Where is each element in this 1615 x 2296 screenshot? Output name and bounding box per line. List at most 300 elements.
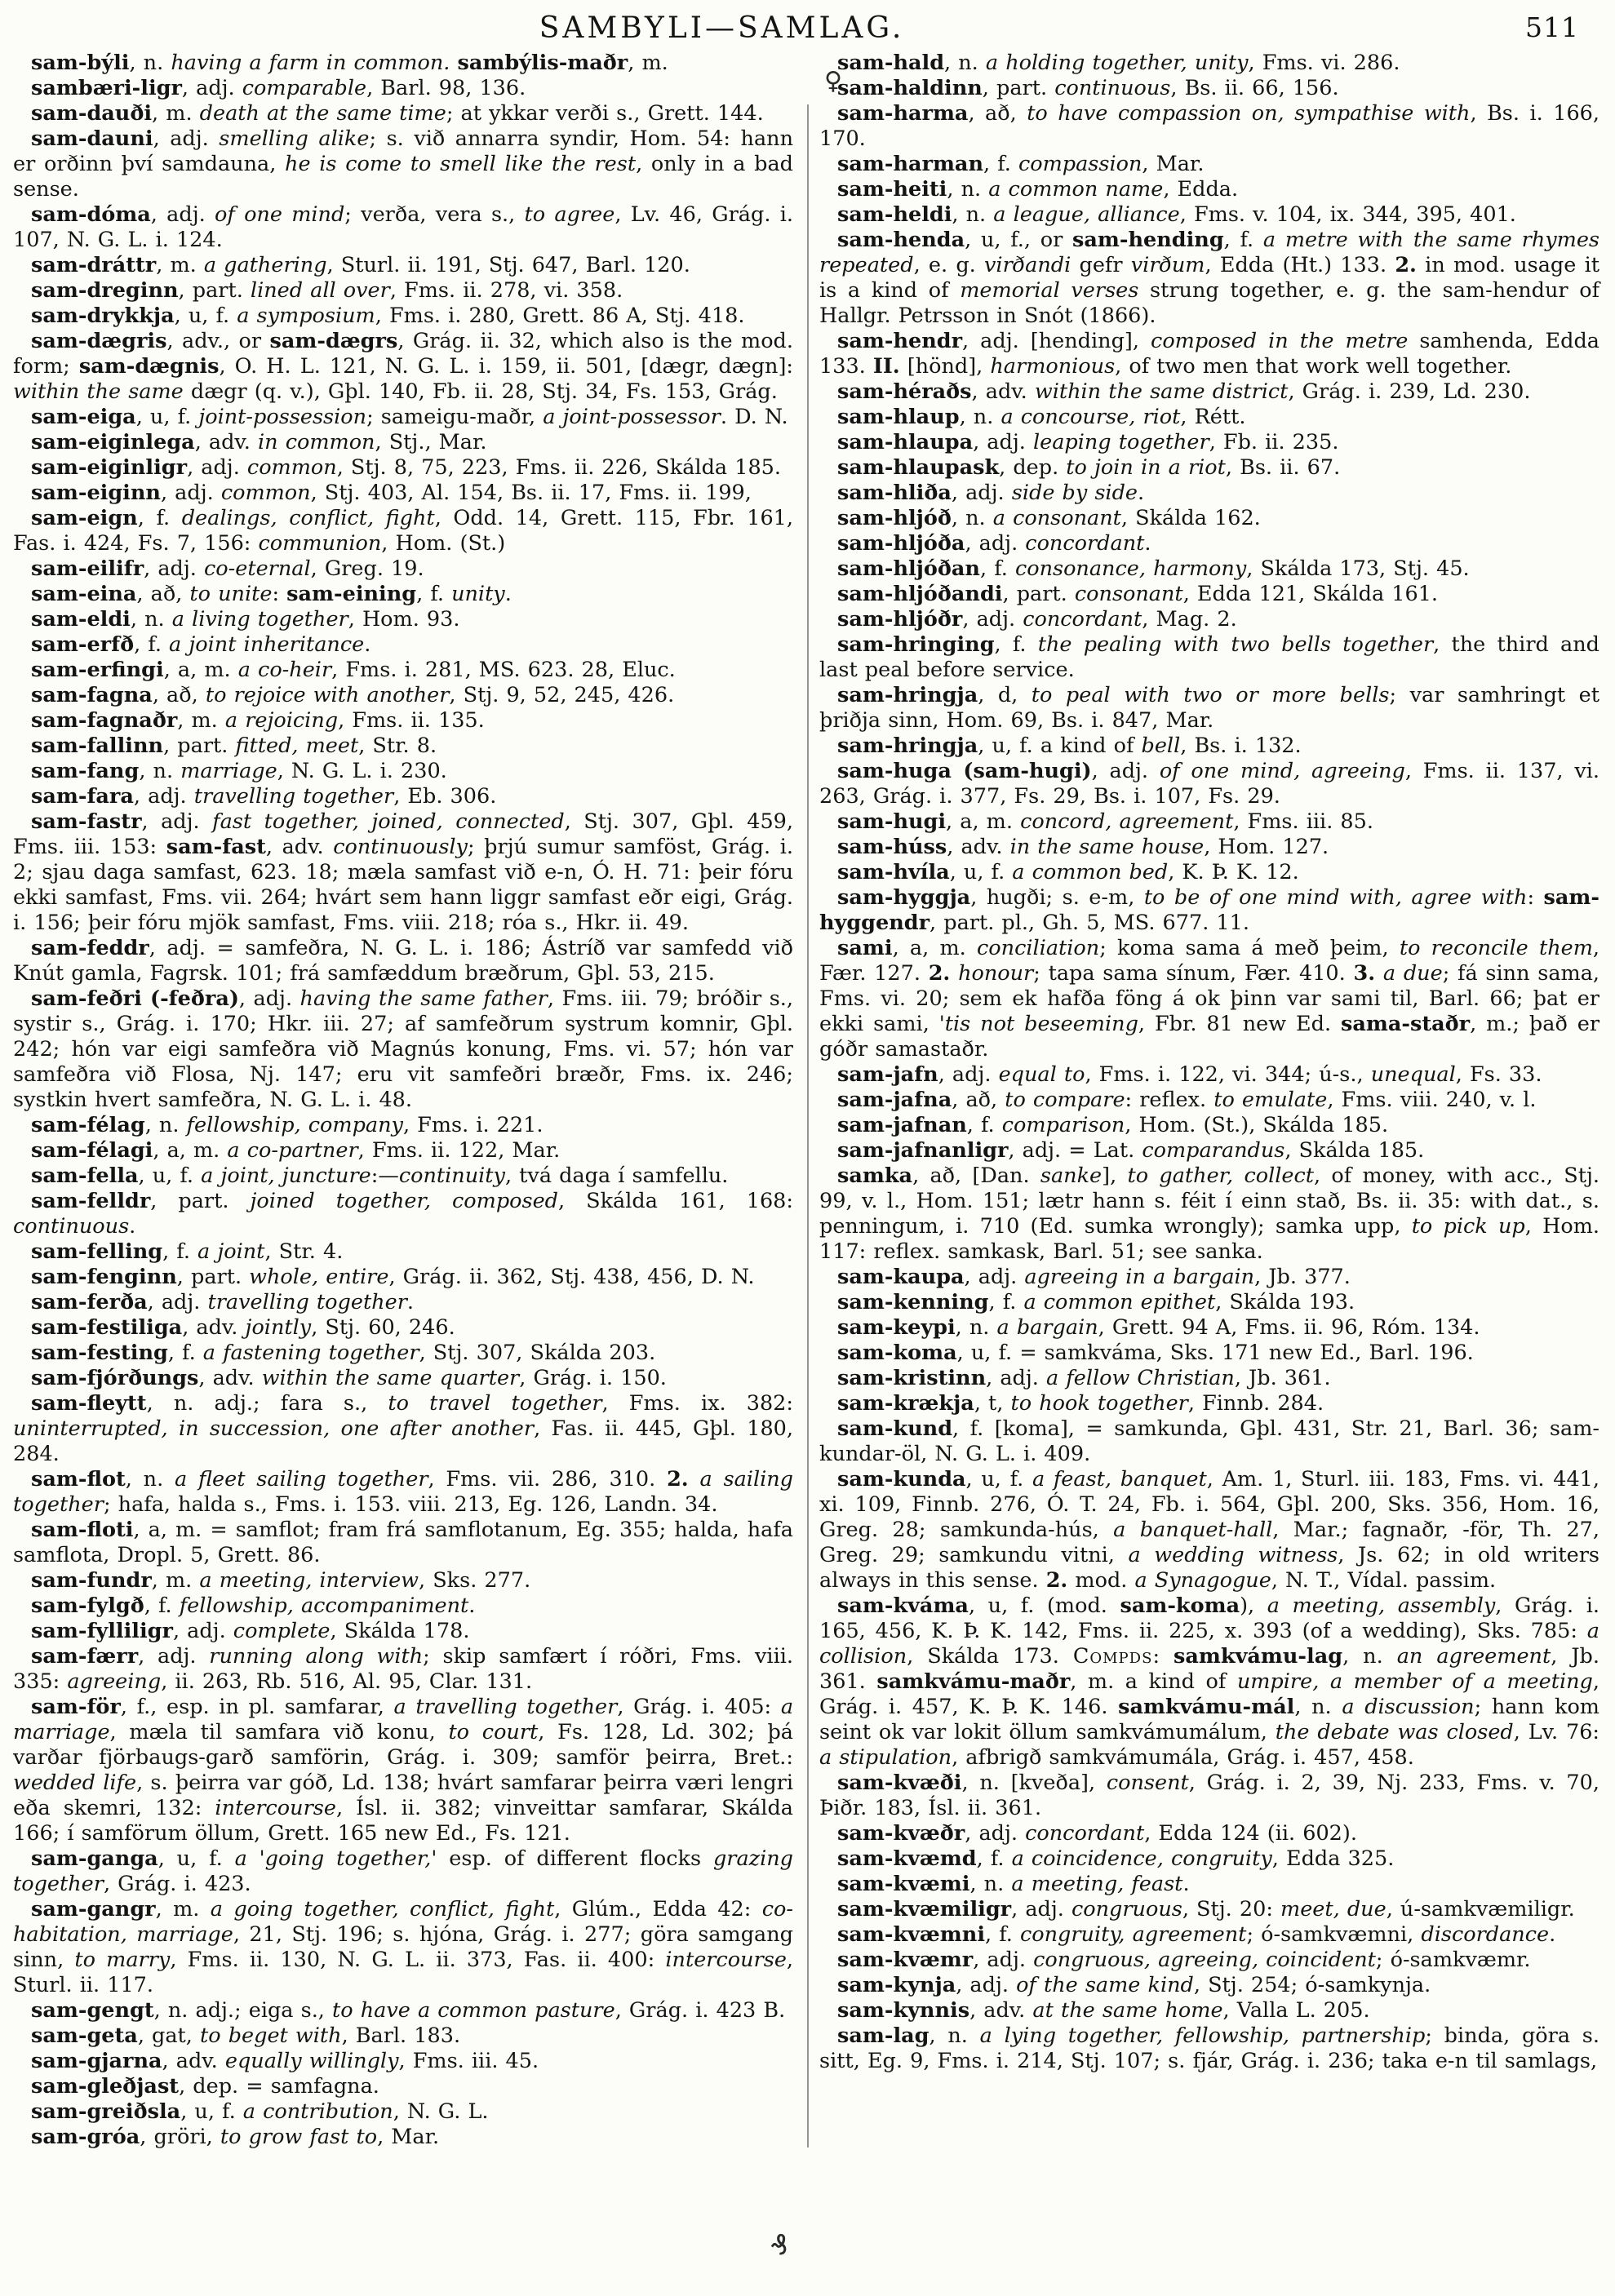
dictionary-entry	[13, 1593, 793, 1619]
entry-segment: running along with	[209, 1644, 424, 1669]
entry-segment: sam-hendr	[837, 329, 963, 353]
entry-segment: , Fms. iii. 85.	[1233, 809, 1373, 834]
entry-segment: sanke	[1040, 1164, 1103, 1188]
entry-segment: at the same home	[1032, 1998, 1223, 2023]
entry-segment: sam-erfingi	[31, 658, 164, 682]
entry-segment: sam-eilifr	[31, 556, 144, 581]
dictionary-entry	[13, 936, 793, 986]
entry-segment: sama-staðr	[1341, 1012, 1471, 1036]
entry-segment: sam-fleytt	[31, 1391, 147, 1416]
entry-segment: , f.	[1223, 228, 1263, 252]
entry-segment: , adv., or	[166, 329, 270, 353]
entry-segment: , Grett. 94 A, Fms. ii. 96, Róm. 134.	[1098, 1315, 1480, 1340]
entry-segment: sam-gengt	[31, 1998, 154, 2023]
entry-segment: common	[246, 455, 337, 480]
entry-segment: :—	[370, 1164, 399, 1188]
entry-segment: , adj.	[1091, 759, 1160, 783]
entry-segment: , m.; það er góðr samastaðr.	[819, 1012, 1600, 1062]
dictionary-entry	[819, 329, 1599, 379]
entry-segment: , Edda.	[1163, 177, 1239, 202]
entry-segment: , Mar.; fagnaðr, -för, Th. 27, Greg. 29; samkundu vitni,	[819, 1518, 1599, 1567]
entry-segment: , a, m.	[163, 658, 238, 682]
entry-segment: , a, m.	[892, 936, 978, 960]
entry-segment: , Grág. i. 423 B.	[614, 1998, 786, 2023]
entry-segment: , Fms. i. 281, MS. 623. 28, Eluc.	[331, 658, 676, 682]
entry-segment: sam-kund	[837, 1416, 953, 1441]
entry-segment: , m. a kind of	[1070, 1669, 1237, 1694]
entry-segment	[1375, 961, 1383, 986]
entry-segment: , n.	[944, 51, 986, 75]
dictionary-entry	[13, 202, 793, 253]
entry-segment: , adj.	[153, 126, 220, 151]
entry-segment: , adj.	[147, 1290, 208, 1314]
ink-mark-icon: ₰	[770, 2229, 788, 2262]
entry-segment: a sailing together	[13, 1467, 794, 1517]
entry-segment: side by side	[1011, 481, 1138, 505]
entry-segment: to hook together	[1010, 1391, 1188, 1416]
entry-segment: , f.	[416, 582, 452, 606]
entry-segment: , adv.	[194, 430, 259, 454]
entry-segment: congruity, agreement	[1019, 1922, 1247, 1947]
entry-segment: , Fms. ii. 278, vi. 358.	[389, 278, 623, 303]
entry-segment	[689, 1467, 700, 1492]
entry-segment: , adj.	[965, 1821, 1026, 1846]
entry-segment: , adj.	[951, 481, 1012, 505]
entry-segment: .	[468, 1593, 476, 1618]
entry-segment: composed in the metre	[1151, 329, 1409, 353]
entry-segment: fellowship, accompaniment	[179, 1593, 469, 1618]
entry-segment: , only in a bad sense.	[13, 152, 793, 202]
entry-segment: an agreement	[1396, 1644, 1551, 1669]
entry-segment: , n. adj.; fara s.,	[146, 1391, 388, 1416]
entry-segment: sam-dráttr	[31, 253, 157, 277]
dictionary-entry	[13, 1189, 793, 1239]
entry-segment: , Fms. i. 122, vi. 344; ú-s.,	[1085, 1062, 1371, 1087]
entry-segment: , adj.	[962, 607, 1023, 632]
entry-segment: congruous, agreeing, coincident	[1033, 1948, 1376, 1972]
entry-segment: , Finnb. 284.	[1187, 1391, 1324, 1416]
entry-segment: , adj.	[187, 455, 247, 480]
entry-segment: , part.	[982, 76, 1055, 100]
entry-segment: sam-fagna	[31, 683, 153, 707]
entry-segment: a league, alliance	[993, 202, 1180, 227]
entry-segment: , n.	[1342, 1644, 1397, 1669]
entry-segment: , n.	[952, 202, 994, 227]
entry-segment: , Sturl. ii. 191, Stj. 647, Barl. 120.	[326, 253, 690, 277]
entry-segment: , f.	[167, 1341, 203, 1365]
entry-segment: sam-félag	[31, 1113, 145, 1137]
entry-segment: to agree	[524, 202, 615, 227]
dictionary-entry	[13, 1138, 793, 1164]
dictionary-entry	[819, 1265, 1599, 1290]
entry-segment: ; sameigu-maðr,	[366, 405, 544, 429]
entry-segment: sam-flot	[31, 1467, 126, 1492]
entry-segment: , K. Þ. K. 12.	[1168, 860, 1299, 884]
column-left	[13, 51, 793, 2150]
dictionary-entry	[819, 1998, 1599, 2023]
entry-segment: sam-keypi	[837, 1315, 956, 1340]
dictionary-entry	[819, 1771, 1599, 1821]
entry-segment: , adv.	[947, 835, 1010, 859]
dictionary-entry	[819, 1846, 1599, 1872]
dictionary-entry	[13, 430, 793, 455]
dictionary-entry	[819, 379, 1599, 405]
entry-segment: a living together	[171, 607, 348, 632]
entry-segment: 'tis not beseeming	[938, 1012, 1138, 1036]
entry-segment: , f.	[983, 152, 1018, 176]
entry-segment: a metre with the same rhymes repeated	[819, 228, 1600, 277]
dictionary-entry	[819, 1290, 1599, 1315]
entry-segment: a meeting, assembly	[1267, 1593, 1496, 1618]
entry-segment: fellowship, company	[186, 1113, 403, 1137]
entry-segment: , n.	[144, 1113, 187, 1137]
entry-segment: a going together, conflict, fight	[210, 1897, 555, 1921]
entry-segment: , adj. = samfeðra, N. G. L. i. 186; Ástríð var samfedd við Knút gamla, Fagrsk. 101; frá samfæddum bræðrum, Gþl. 53, 215.	[13, 936, 793, 986]
entry-segment: , adv.	[198, 1366, 262, 1390]
entry-segment: bell	[1141, 734, 1181, 758]
entry-segment: leaping together	[1032, 430, 1209, 454]
entry-segment: , adj.	[138, 1644, 210, 1669]
entry-segment: ; skip samfært í róðri, Fms. viii. 335:	[13, 1644, 793, 1694]
entry-segment: , n.	[951, 506, 993, 530]
entry-segment: a fastening together	[202, 1341, 419, 1365]
dictionary-entry	[819, 76, 1599, 101]
entry-segment: travelling together	[207, 1290, 407, 1314]
entry-segment: , Hom. 117: reflex. samkask, Barl. 51; see sanka.	[819, 1214, 1599, 1264]
entry-segment: , m.	[152, 101, 200, 126]
entry-segment: , Fms. ii. 122, Mar.	[357, 1138, 561, 1163]
entry-segment: sam-hringja	[837, 683, 978, 707]
entry-segment: , Fas. ii. 445, Gþl. 180, 284.	[13, 1416, 793, 1466]
entry-segment: , f.	[966, 1113, 1002, 1137]
entry-segment: , n.	[125, 1467, 175, 1492]
entry-segment: , Grág. ii. 32, which also is the mod. form;	[13, 329, 793, 379]
entry-segment: to peal with two or more bells	[1031, 683, 1390, 707]
entry-segment: a joint	[197, 1239, 265, 1264]
entry-segment: consonant	[1074, 582, 1183, 606]
entry-segment: sam-fylgð	[31, 1593, 144, 1618]
entry-segment: jointly	[245, 1315, 312, 1340]
entry-segment: , Skálda 162.	[1120, 506, 1261, 530]
entry-segment: , Lv. 76:	[1513, 1720, 1600, 1744]
entry-segment: sam-hald	[837, 51, 945, 75]
entry-segment: , Edda (Ht.) 133.	[1205, 253, 1395, 277]
entry-segment: , N. G. L.	[393, 2099, 489, 2124]
entry-segment: to beget with	[200, 2023, 342, 2048]
entry-segment: , Fms. vi. 286.	[1248, 51, 1400, 75]
entry-segment: , f.	[979, 556, 1015, 581]
entry-segment: a common bed	[1012, 860, 1169, 884]
entry-segment: in the same house	[1009, 835, 1205, 859]
entry-segment	[950, 961, 958, 986]
entry-segment: sam-floti	[31, 1518, 134, 1542]
entry-segment: a holding together, unity	[985, 51, 1249, 75]
entry-segment: intercourse	[215, 1796, 336, 1820]
entry-segment: a banquet-hall	[1113, 1518, 1273, 1542]
entry-segment: , adv.	[265, 835, 334, 859]
dictionary-entry	[819, 506, 1599, 531]
entry-segment: , Glúm., Edda 42:	[554, 1897, 762, 1921]
entry-segment: , f. [koma], = samkunda, Gþl. 431, Str. 21, Barl. 36; sam-kundar-öl, N. G. L. i. 409.	[819, 1416, 1599, 1466]
entry-segment: , the third and last peal before service.	[819, 632, 1600, 682]
entry-segment: ; at ykkar verði s., Grett. 144.	[446, 101, 764, 126]
entry-segment: ; tapa sama sínum, Fær. 410.	[1033, 961, 1354, 986]
dictionary-entry	[13, 455, 793, 481]
dictionary-entry	[13, 1391, 793, 1467]
entry-segment: , part.	[1002, 582, 1075, 606]
dictionary-entry	[13, 734, 793, 759]
entry-segment: , n. [kveða],	[961, 1771, 1107, 1795]
entry-segment: in common	[258, 430, 375, 454]
entry-segment: , Skálda 161, 168:	[558, 1189, 793, 1213]
entry-segment: sam-festing	[31, 1341, 168, 1365]
entry-segment: a travelling together	[393, 1695, 618, 1719]
entry-segment: , gröri,	[140, 2125, 220, 2149]
entry-segment: , Fms. vii. 286, 310.	[428, 1467, 668, 1492]
entry-segment: , adj.	[181, 76, 242, 100]
entry-segment: .	[129, 1214, 136, 1239]
entry-segment: co-habitation, marriage	[13, 1897, 793, 1947]
dictionary-entry	[13, 278, 793, 304]
dictionary-entry	[13, 253, 793, 278]
entry-segment: sam-kvæmni	[837, 1922, 986, 1947]
dictionary-entry	[819, 1872, 1599, 1897]
entry-segment: , adj.	[1011, 1897, 1071, 1921]
entry-segment: discordance	[1421, 1922, 1550, 1947]
entry-segment: a common epithet	[1023, 1290, 1216, 1314]
dictionary-entry	[13, 658, 793, 683]
dictionary-entry	[819, 885, 1599, 936]
dictionary-entry	[819, 1366, 1599, 1391]
entry-segment: sam-hyggja	[837, 885, 971, 910]
entry-segment: , Grág. i. 165, 456, K. Þ. K. 142, Fms. ii. 225, x. 393 (of a wedding), Sks. 785:	[819, 1593, 1599, 1643]
entry-segment: , Grág. i. 2, 39, Nj. 233, Fms. v. 70, Þiðr. 183, Ísl. ii. 361.	[819, 1771, 1599, 1820]
entry-segment: sam-dauði	[31, 101, 153, 126]
entry-segment: sam-hending	[1072, 228, 1224, 252]
dictionary-entry	[819, 228, 1599, 329]
entry-segment: sam-dægrs	[269, 329, 398, 353]
dictionary-entry	[819, 1164, 1599, 1265]
entry-segment: sam-fara	[31, 784, 134, 809]
entry-segment: sam-félagi	[31, 1138, 153, 1163]
entry-segment: to grow fast to	[220, 2125, 378, 2149]
dictionary-entry	[13, 1695, 793, 1846]
entry-segment: sam-hlaupa	[837, 430, 974, 454]
entry-segment: sam-kvæðr	[837, 1821, 965, 1846]
dictionary-entry	[819, 556, 1599, 582]
entry-segment: sam-fenginn	[31, 1265, 177, 1289]
entry-segment: common	[220, 481, 311, 505]
dictionary-entry	[819, 2023, 1599, 2074]
entry-segment: , m.	[156, 253, 204, 277]
entry-segment: , Lv. 46, Grág. i. 107, N. G. L. i. 124.	[13, 202, 793, 252]
entry-segment: , Grág. i. 150.	[519, 1366, 667, 1390]
entry-segment: .	[1182, 1872, 1190, 1896]
dictionary-entry	[13, 708, 793, 734]
entry-segment: sam-hlaupask	[837, 455, 1000, 480]
dictionary-entry	[13, 51, 793, 76]
entry-segment: , m.	[628, 51, 668, 75]
entry-segment: sam-kvæmr	[837, 1948, 974, 1972]
entry-segment: , að,	[152, 683, 206, 707]
entry-segment: : reflex.	[1125, 1088, 1214, 1112]
entry-segment: sam-eldi	[31, 607, 131, 632]
entry-segment: , Fbr. 81 new Ed.	[1138, 1012, 1341, 1036]
entry-segment: a lying together, fellowship, partnership	[979, 2023, 1426, 2048]
entry-segment: sam-erfð	[31, 632, 135, 657]
dictionary-entry	[819, 1922, 1599, 1948]
dictionary-entry	[819, 1315, 1599, 1341]
entry-segment: to have compassion on, sympathise with	[1027, 101, 1471, 126]
entry-segment: , Mar.	[1142, 152, 1205, 176]
entry-segment: ; hann kom seint ok var lokit öllum samkvámumálum,	[819, 1695, 1599, 1744]
dictionary-entry	[13, 481, 793, 506]
entry-segment: . D. N.	[720, 405, 788, 429]
entry-segment: sam-gjarna	[31, 2049, 162, 2073]
entry-segment: to compare	[1005, 1088, 1125, 1112]
entry-segment: sam-kvæmd	[837, 1846, 977, 1871]
entry-segment: , part. pl., Gh. 5, MS. 677. 11.	[930, 911, 1249, 935]
column-right	[819, 51, 1599, 2150]
entry-segment: , t,	[974, 1391, 1011, 1416]
entry-segment: co-eternal	[204, 556, 311, 581]
entry-segment: sam-hljóða	[837, 531, 965, 556]
entry-segment: , adj.	[160, 481, 221, 505]
entry-segment: , Fs. 128, Ld. 302; þá varðar fjörbaugs-garð samförin, Grág. i. 309; samför þeirra, Bret.:	[13, 1720, 794, 1770]
entry-segment: sam-feðri (-feðra)	[31, 986, 239, 1011]
dictionary-entry	[819, 835, 1599, 860]
dictionary-entry	[13, 2125, 793, 2150]
entry-segment: , u, f.	[158, 1846, 235, 1871]
entry-segment: ; binda, göra s. sitt, Eg. 9, Fms. i. 214, Stj. 107; s. fjár, Grág. i. 236; taka e-n til samlags,	[819, 2023, 1599, 2073]
dictionary-entry	[819, 582, 1599, 607]
entry-segment: mod.	[1067, 1568, 1135, 1593]
entry-segment: 2.	[928, 961, 951, 986]
entry-segment: .	[1549, 1922, 1556, 1947]
entry-segment: lined all over	[250, 278, 390, 303]
entry-segment: a joint, juncture	[201, 1164, 371, 1188]
entry-segment: 2.	[667, 1467, 689, 1492]
entry-segment: samkvámu-maðr	[876, 1669, 1071, 1694]
entry-segment: a joint inheritance	[169, 632, 365, 657]
entry-segment: a joint-possessor	[543, 405, 721, 429]
entry-segment: , u, f.	[180, 2099, 243, 2124]
entry-segment: sam-eina	[31, 582, 137, 606]
dictionary-entry	[819, 1062, 1599, 1088]
entry-segment: , of two men that work well together.	[1115, 354, 1512, 379]
entry-segment: , dep.	[999, 455, 1067, 480]
dictionary-entry	[13, 1619, 793, 1644]
dictionary-entry	[819, 683, 1599, 734]
entry-segment: .	[1144, 531, 1151, 556]
entry-segment: sam-hyggendr	[819, 885, 1599, 935]
entry-segment: , n.	[130, 607, 172, 632]
entry-segment: to gather, collect	[1127, 1164, 1315, 1188]
dictionary-entry	[819, 531, 1599, 556]
entry-segment: , ú-samkvæmiligr.	[1386, 1897, 1575, 1921]
dictionary-entry	[819, 734, 1599, 759]
entry-segment: a Synagogue	[1134, 1568, 1271, 1593]
entry-segment: , Stj. 307, Skálda 203.	[419, 1341, 656, 1365]
entry-segment: the debate was closed	[1275, 1720, 1514, 1744]
entry-segment: , Valla L. 205.	[1222, 1998, 1370, 2023]
entry-segment: sam-festiliga	[31, 1315, 183, 1340]
entry-segment: of one mind, agreeing	[1159, 759, 1405, 783]
entry-segment: sam-kynnis	[837, 1998, 970, 2023]
entry-segment: ),	[1240, 1593, 1267, 1618]
entry-segment: agreeing	[67, 1669, 162, 1694]
entry-segment: , Fms. i. 280, Grett. 86 A, Stj. 418.	[375, 304, 745, 328]
entry-segment: sam-harma	[837, 101, 969, 126]
entry-segment: a concourse, riot	[1001, 405, 1181, 429]
entry-segment: a coincidence, congruity	[1011, 1846, 1272, 1871]
page-title: SAMBYLI—SAMLAG.	[539, 11, 905, 45]
entry-segment: marriage	[180, 759, 277, 783]
entry-segment: sam-kunda	[837, 1467, 966, 1492]
entry-segment: a stipulation	[819, 1745, 952, 1770]
entry-segment: continuous	[13, 1214, 130, 1239]
dictionary-entry	[819, 809, 1599, 835]
entry-segment: samhenda, Edda 133.	[819, 329, 1599, 379]
entry-segment: to court	[448, 1720, 539, 1744]
dictionary-entry	[819, 177, 1599, 202]
entry-segment: , n. adj.; eiga s.,	[153, 1998, 333, 2023]
entry-segment: , Greg. 19.	[310, 556, 424, 581]
entry-segment: sam-fagnaðr	[31, 708, 178, 733]
entry-segment: , s. þeirra var góð, Ld. 138; hvárt samfarar þeirra væri lengri eða skemri, 132:	[13, 1771, 793, 1820]
entry-segment: concordant	[1023, 607, 1142, 632]
dictionary-entry	[13, 784, 793, 809]
page-header	[0, 11, 1615, 51]
entry-segment: sam-harman	[837, 152, 983, 176]
dictionary-entry	[13, 506, 793, 556]
dictionary-entry	[819, 51, 1599, 76]
entry-segment: continuity	[398, 1164, 505, 1188]
entry-segment: he is come to smell like the rest	[285, 152, 637, 176]
entry-segment: sambýlis-maðr	[457, 51, 628, 75]
entry-segment: , Grág. ii. 362, Stj. 438, 456, D. N.	[388, 1265, 755, 1289]
entry-segment: , Bs. i. 166, 170.	[819, 101, 1599, 151]
entry-segment: , u, f.	[965, 1467, 1032, 1492]
dictionary-entry	[13, 1467, 793, 1518]
dictionary-entry	[819, 759, 1599, 809]
dictionary-entry	[819, 1948, 1599, 1973]
entry-segment: sam-fang	[31, 759, 140, 783]
entry-segment: , u, f.	[174, 304, 237, 328]
dictionary-entry	[819, 405, 1599, 430]
entry-segment: to unite	[189, 582, 273, 606]
entry-segment: , n.	[959, 405, 1001, 429]
dictionary-entry	[819, 1593, 1599, 1771]
entry-segment: agreeing in a bargain	[1024, 1265, 1255, 1289]
entry-segment: having a farm in common.	[171, 51, 450, 75]
entry-segment: sam-gangr	[31, 1897, 156, 1921]
entry-segment: , Edda 124 (ii. 602).	[1144, 1821, 1357, 1846]
entry-segment: concord, agreement	[1020, 809, 1234, 834]
entry-segment: sam-býli	[31, 51, 130, 75]
entry-segment: , Ísl. ii. 382; vinveittar samfarar, Skálda 166; í samförum öllum, Grett. 165 new Ed., Fs. 121.	[13, 1796, 793, 1846]
entry-segment: .	[364, 632, 371, 657]
dictionary-entry	[819, 1341, 1599, 1366]
entry-segment: wedded life	[13, 1771, 137, 1795]
dictionary-entry	[13, 607, 793, 632]
entry-segment: to travel together	[388, 1391, 602, 1416]
entry-segment: harmonious	[990, 354, 1116, 379]
entry-segment: , f.	[994, 632, 1038, 657]
entry-segment: to rejoice with another	[205, 683, 450, 707]
entry-segment: in mod. usage it is a kind of	[819, 253, 1599, 303]
entry-segment: a meeting, interview	[199, 1568, 419, 1593]
